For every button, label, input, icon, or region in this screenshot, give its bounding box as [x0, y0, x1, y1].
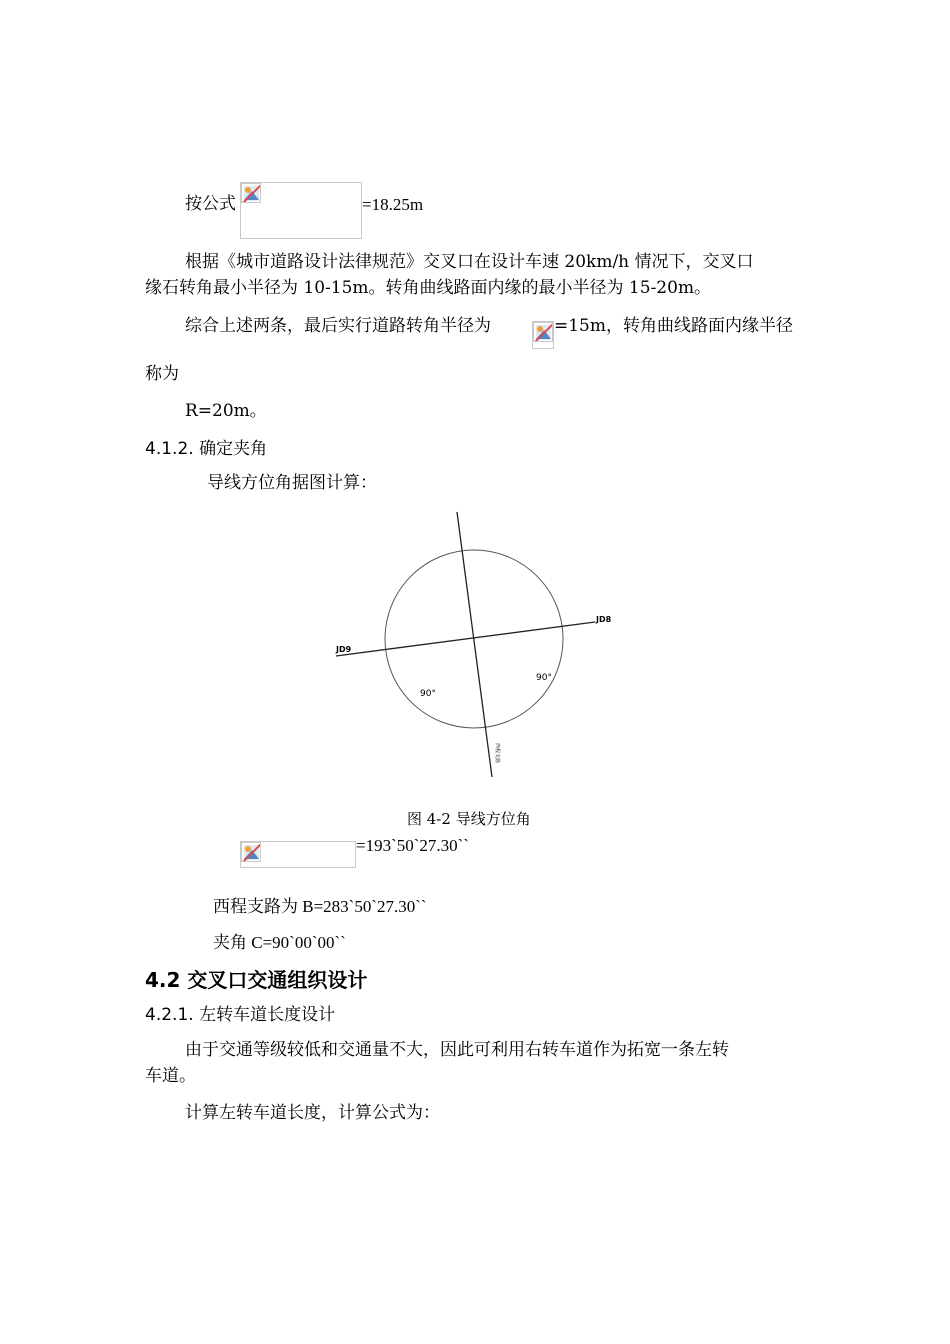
- section-4-1-2-intro: 导线方位角据图计算：: [207, 473, 377, 493]
- azimuth-formula-image-placeholder: [240, 841, 356, 868]
- diagram-angle-right: 90°: [536, 673, 552, 683]
- figure-caption: 图 4-2 导线方位角: [407, 810, 531, 828]
- section-4-1-2-heading: 4.1.2. 确定夹角: [145, 439, 268, 459]
- diagram-angle-left: 90°: [420, 689, 436, 699]
- azimuth-value-a: =193`50`27.30``: [356, 836, 469, 855]
- summary-prefix-text: 综合上述两条，最后实行道路转角半径为: [185, 316, 491, 336]
- section-4-2-1-heading: 4.2.1. 左转车道长度设计: [145, 1005, 336, 1025]
- summary-continuation-text: 称为: [145, 364, 179, 384]
- code-paragraph-line1: 根据《城市道路设计法律规范》交叉口在设计车速 20km/h 情况下，交叉口: [185, 252, 754, 272]
- left-turn-paragraph-line1: 由于交通等级较低和交通量不大，因此可利用右转车道作为拓宽一条左转: [185, 1040, 729, 1060]
- azimuth-value-c: 夹角 C=90`00`00``: [213, 933, 346, 952]
- formula-prefix-text: 按公式: [185, 194, 236, 214]
- summary-suffix-text: =15m，转角曲线路面内缘半径: [554, 316, 793, 336]
- diagram-label-jd8: JD8: [596, 615, 612, 624]
- diagram-horizontal-road-line: [336, 622, 595, 656]
- section-4-2-heading: 4.2 交叉口交通组织设计: [145, 968, 368, 992]
- formula-result-text: =18.25m: [362, 195, 424, 214]
- formula-intro-paragraph: 计算左转车道长度，计算公式为：: [185, 1103, 440, 1123]
- r-value-text: R=20m。: [185, 401, 267, 421]
- code-paragraph-line2: 缘石转角最小半径为 10-15m。转角曲线路面内缘的最小半径为 15-20m。: [145, 278, 712, 298]
- broken-image-icon: [241, 842, 261, 862]
- diagram-label-vertical-road: 西程支路: [494, 743, 500, 764]
- diagram-label-jd9: JD9: [336, 645, 352, 654]
- diagram-vertical-road-line: [457, 512, 492, 777]
- left-turn-paragraph-line2: 车道。: [145, 1066, 196, 1086]
- azimuth-value-b: 西程支路为 B=283`50`27.30``: [213, 897, 427, 916]
